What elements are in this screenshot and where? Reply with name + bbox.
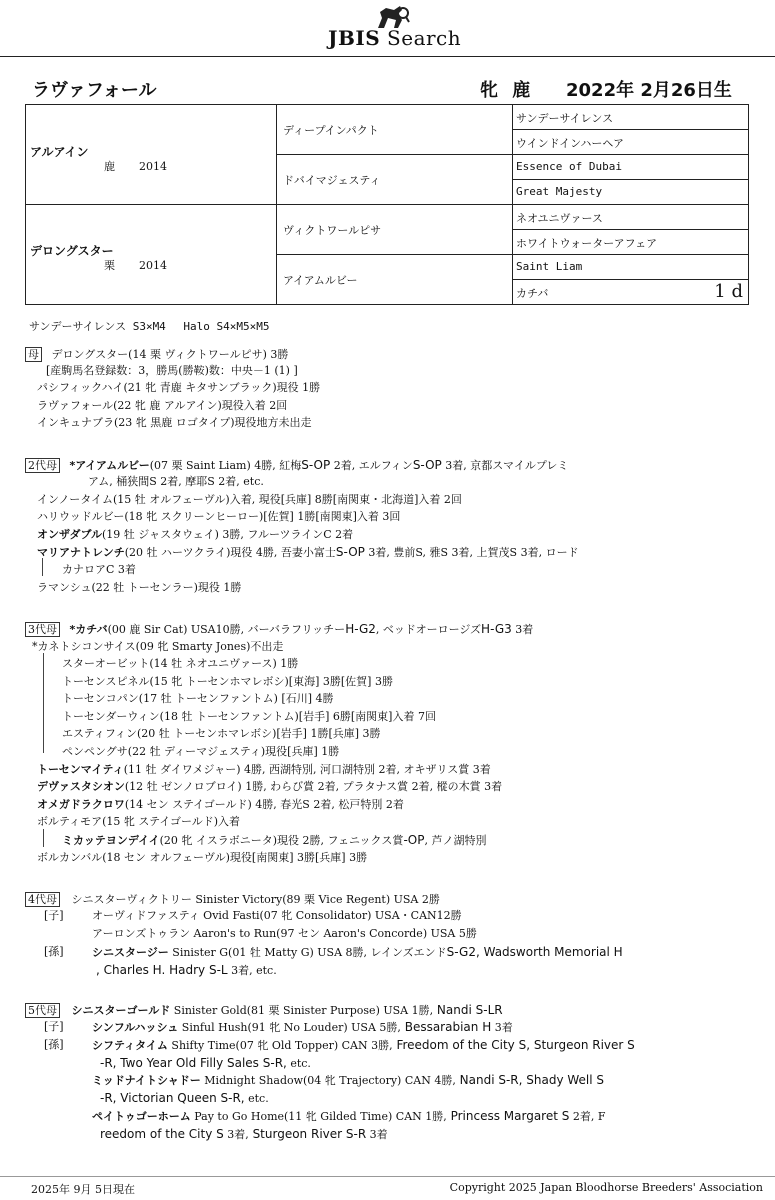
gen4-head-text: シニスターヴィクトリー Sinister Victory(89 栗 Vice Regent) USA 2勝 <box>71 893 440 906</box>
logo-jbis: JBIS <box>328 26 381 50</box>
sd-dam[interactable]: Great Majesty <box>512 180 748 205</box>
gen3-line-6: エスティフィン(20 牡 トーセンホマレボシ)[岩手] 1勝[兵庫] 3勝 <box>62 727 381 740</box>
gen5-label: 5代母 <box>25 1003 60 1018</box>
gen2-head-rest-b: 2着, エルフィン <box>330 459 413 472</box>
gen3-l12-rest-a: (20 牝 イスラボニータ)現役 2勝, フェニックス賞 <box>159 834 404 847</box>
gen5-g2-cont: -R, Victorian Queen S-R, <box>100 1091 245 1105</box>
pedigree-table <box>25 104 749 305</box>
gen3-l10-rest: (14 セン ステイゴールド) 4勝, 春光S 2着, 松戸特別 2着 <box>124 798 404 811</box>
dam-label: 母 <box>25 347 42 362</box>
gen5-grand-1-cont <box>100 1056 311 1071</box>
gen4-head <box>25 892 440 907</box>
gen4-grand-cont-b: 3着, etc. <box>227 964 277 977</box>
gen5-g2-rest: Midnight Shadow(04 牝 Trajectory) CAN 4勝, <box>200 1074 456 1087</box>
gen3-line-2: スターオービット(14 牡 ネオユニヴァース) 1勝 <box>62 657 299 670</box>
gen5-g1-grade: Freedom of the City S, Sturgeon River S <box>392 1038 635 1052</box>
gen2-head-name[interactable]: *アイアムルビー <box>69 459 150 472</box>
gen4-child-2: アーロンズトゥラン Aaron's to Run(97 セン Aaron's Concorde) USA 5勝 <box>92 927 477 940</box>
inbreeding-line: サンデーサイレンス S3×M4 Halo S4×M5×M5 <box>29 320 270 333</box>
gen2-l4-name[interactable]: マリアナトレンチ <box>37 546 125 559</box>
gen5-child-tag: [子] <box>44 1020 64 1033</box>
gen3-line-3: トーセンスピネル(15 牝 トーセンホマレボシ)[東海] 3勝[佐賀] 3勝 <box>62 675 393 688</box>
dam-info: 栗 2014 <box>104 259 167 272</box>
gen5-g3-cont-tail: 3着 <box>366 1128 388 1141</box>
ds-dam[interactable]: ホワイトウォーターアフェア <box>512 230 748 255</box>
gen5-g3-grade: Princess Margaret S <box>446 1109 570 1123</box>
gen3-head <box>25 622 533 637</box>
gen2-head-rest-c: 3着, 京都スマイルプレミ <box>441 459 569 472</box>
ds-sire[interactable]: ネオユニヴァース <box>512 205 748 230</box>
inbreed-count: 1 d <box>714 281 743 302</box>
gen4-grand-grade: S-G2, Wadsworth Memorial H <box>446 945 623 959</box>
logo-search: Search <box>387 26 462 50</box>
gen4-child-1: オーヴィドファスティ Ovid Fasti(07 牝 Consolidator) USA・CAN12勝 <box>92 909 462 922</box>
gen2-line-4-cont: カナロアC 3着 <box>62 563 136 576</box>
gen5-grand-2 <box>92 1073 604 1088</box>
gen2-head-rest-a: (07 栗 Saint Liam) 4勝, 紅梅 <box>149 459 302 472</box>
gen5-head-name[interactable]: シニスターゴールド <box>71 1004 171 1017</box>
gen3-line-7: ペンペングサ(22 牡 ディーマジェスティ)現役[兵庫] 1勝 <box>62 745 340 758</box>
dam-line-2: パシフィックハイ(21 牝 青鹿 キタサンブラック)現役 1勝 <box>37 381 321 394</box>
gen5-grand-2-cont <box>100 1091 269 1106</box>
header-divider <box>0 56 775 57</box>
gen2-line-4 <box>37 545 579 560</box>
gen3-line-9 <box>37 780 502 794</box>
dam-line-1: [産駒馬名登録数：3，勝馬(勝鞍)数：中央－1 (1) ] <box>46 364 298 377</box>
gen5-g3-cont-grade: Sturgeon River S-R <box>248 1127 367 1141</box>
gen3-label: 3代母 <box>25 622 60 637</box>
gen5-head-rest: Sinister Gold(81 栗 Sinister Purpose) USA 1勝, <box>170 1004 434 1017</box>
gen4-grand-cont <box>96 963 277 978</box>
gen3-line-8 <box>37 763 491 777</box>
footer-date: 2025年 9月 5日現在 <box>31 1183 135 1196</box>
gen3-branch-line-b <box>43 829 44 847</box>
gen5-child <box>92 1020 513 1035</box>
gen5-g3-rest: Pay to Go Home(11 牝 Gilded Time) CAN 1勝, <box>190 1110 447 1123</box>
ss-sire[interactable]: サンデーサイレンス <box>512 105 748 130</box>
gen5-head <box>25 1003 503 1018</box>
dam-sire[interactable]: ヴィクトワールピサ <box>276 205 512 255</box>
gen5-child-name[interactable]: シンフルハッシュ <box>92 1021 179 1034</box>
gen5-g3-name[interactable]: ペイトゥゴーホーム <box>92 1110 191 1123</box>
jbis-search-logo[interactable] <box>0 0 775 56</box>
ss-dam[interactable]: ウインドインハーヘア <box>512 130 748 155</box>
gen3-line-13: ボルカンバル(18 セン オルフェーヴル)現役[南関東] 3勝[兵庫] 3勝 <box>37 851 368 864</box>
horse-name: ラヴァフォール <box>32 80 157 101</box>
dam-line-3: ラヴァフォール(22 牝 鹿 アルアイン)現役入着 2回 <box>37 399 288 412</box>
gen3-line-1: *カネトシコンサイス(09 牝 Smarty Jones)不出走 <box>32 640 284 653</box>
gen5-g3-cont-mid: 3着, <box>223 1128 249 1141</box>
gen3-l8-name[interactable]: トーセンマイティ <box>37 763 124 776</box>
gen2-head-cont: アム, 桶狭間S 2着, 摩耶S 2着, etc. <box>88 475 264 488</box>
gen5-g1-cont: -R, Two Year Old Filly Sales S-R, <box>100 1056 287 1070</box>
gen5-head-grade: Nandi S-LR <box>433 1003 503 1017</box>
gen5-grand-3 <box>92 1109 606 1124</box>
sire-info: 鹿 2014 <box>104 160 167 173</box>
dam-name[interactable]: デロングスター <box>30 244 114 258</box>
gen3-line-10 <box>37 798 404 812</box>
gen4-grand-rest: Sinister G(01 牡 Matty G) USA 8勝, レインズエンド <box>168 946 447 959</box>
sire-cell <box>26 105 276 205</box>
sire-name[interactable]: アルアイン <box>30 145 89 159</box>
gen3-l9-rest: (12 牡 ゼンノロブロイ) 1勝, わらび賞 2着, プラタナス賞 2着, 樅の木賞 3着 <box>124 780 503 793</box>
gen5-g1-rest: Shifty Time(07 牝 Old Topper) CAN 3勝, <box>167 1039 393 1052</box>
gen3-head-name[interactable]: *カチバ <box>69 623 108 636</box>
gen3-branch-line-a <box>43 653 44 753</box>
gen3-head-mid: , ベッドオーロージズ <box>375 623 482 636</box>
dam-section-head <box>25 347 288 362</box>
dam-line-0: デロングスター(14 栗 ヴィクトワールピサ) 3勝 <box>51 348 289 361</box>
gen4-grand-tag: [孫] <box>44 945 64 958</box>
gen2-line-1: インノータイム(15 牡 オルフェーヴル)入着, 現役[兵庫] 8勝[南関東・北海道]入着 2回 <box>37 493 462 506</box>
gen2-l4-rest-a: (20 牡 ハーツクライ)現役 4勝, 吾妻小富士 <box>124 546 336 559</box>
footer-divider <box>0 1176 775 1177</box>
gen2-branch-line <box>42 558 43 576</box>
sd-sire[interactable]: Essence of Dubai <box>512 155 748 180</box>
gen5-grand-tag: [孫] <box>44 1038 64 1051</box>
gen4-label: 4代母 <box>25 892 60 907</box>
dam-cell <box>26 205 276 305</box>
gen3-head-rest: (00 鹿 Sir Cat) USA10勝, バーバラフリッチー <box>107 623 346 636</box>
gen3-line-5: トーセンダーウィン(18 牡 トーセンファントム)[岩手] 6勝[南関東]入着 7回 <box>62 710 436 723</box>
dd-dam <box>512 280 748 305</box>
gen5-g2-cont-tail: etc. <box>244 1092 269 1105</box>
gen4-grand-cont-a: , Charles H. Hadry S-L <box>96 963 228 977</box>
gen3-l10-name[interactable]: オメガドラクロワ <box>37 798 125 811</box>
gen3-head-tail: 3着 <box>511 623 534 636</box>
gen5-g2-name[interactable]: ミッドナイトシャドー <box>92 1074 201 1087</box>
gen3-l8-rest: (11 牡 ダイワメジャー) 4勝, 西湖特別, 河口湖特別 2着, オキザリス賞 3着 <box>123 763 491 776</box>
gen5-g3-cont: reedom of the City S <box>100 1127 224 1141</box>
gen3-line-12 <box>62 833 486 848</box>
gen3-l12-rest-b: , 芦ノ湖特別 <box>424 834 487 847</box>
gen2-line-5: ラマンシュ(22 牡 トーセンラー)現役 1勝 <box>37 581 242 594</box>
gen2-line-2: ハリウッドルビー(18 牝 スクリーンヒーロー)[佐賀] 1勝[南関東]入着 3回 <box>37 510 401 523</box>
birth-date: 2022年 2月26日生 <box>566 80 732 101</box>
gen5-g3-tail: 2着, F <box>569 1110 606 1123</box>
gen3-head-g2: H-G3 <box>481 622 512 636</box>
footer-copyright: Copyright 2025 Japan Bloodhorse Breeders' Association <box>449 1181 763 1194</box>
gen3-l12-name[interactable]: ミカッテヨンデイイ <box>62 834 160 847</box>
gen2-head-grade-b: S-OP <box>412 458 442 472</box>
gen4-grand-name[interactable]: シニスタージー <box>92 946 169 959</box>
gen2-head-grade-a: S-OP <box>301 458 331 472</box>
gen3-line-4: トーセンコパン(17 牡 トーセンファントム) [石川] 4勝 <box>62 692 334 705</box>
gen4-child-tag: [子] <box>44 909 64 922</box>
gen5-child-rest: Sinful Hush(91 牝 No Louder) USA 5勝, <box>178 1021 401 1034</box>
gen5-g1-name[interactable]: シフティタイム <box>92 1039 168 1052</box>
gen2-l4-grade: S-OP <box>335 545 365 559</box>
gen3-l9-name[interactable]: デヴァスタシオン <box>37 780 125 793</box>
gen2-l3-rest: (19 牡 ジャスタウェイ) 3勝, フルーツラインC 2着 <box>102 528 354 541</box>
gen3-line-11: ボルティモア(15 牝 ステイゴールド)入着 <box>37 815 241 828</box>
gen2-line-3 <box>37 528 353 542</box>
gen5-g1-cont-tail: etc. <box>286 1057 311 1070</box>
sire-sire[interactable]: ディープインパクト <box>276 105 512 155</box>
gen5-grand-3-cont <box>100 1127 388 1142</box>
gen2-l3-name[interactable]: オンザダブル <box>37 528 103 541</box>
dam-dam[interactable]: アイアムルビー <box>276 255 512 305</box>
dd-sire[interactable]: Saint Liam <box>512 255 748 280</box>
gen2-label: 2代母 <box>25 458 60 473</box>
gen3-l12-grade: -OP <box>403 833 425 847</box>
title-row <box>0 76 775 102</box>
gen2-head <box>25 458 568 473</box>
gen2-l4-rest-b: 3着, 豊前S, 雅S 3着, 上賀茂S 3着, ロード <box>364 546 579 559</box>
gen5-grand-1 <box>92 1038 635 1053</box>
gen4-grand <box>92 945 623 960</box>
gen5-child-grade: Bessarabian H <box>400 1020 492 1034</box>
sex-color: 牝 鹿 <box>480 80 535 101</box>
sire-dam[interactable]: ドバイマジェスティ <box>276 155 512 205</box>
dam-line-4: インキュナブラ(23 牝 黒鹿 ロゴタイプ)現役地方未出走 <box>37 416 312 429</box>
gen5-child-tail: 3着 <box>491 1021 513 1034</box>
gen5-g2-grade: Nandi S-R, Shady Well S <box>455 1073 605 1087</box>
dd-dam-name[interactable]: カチバ <box>516 287 549 300</box>
gen3-head-g1: H-G2 <box>345 622 376 636</box>
